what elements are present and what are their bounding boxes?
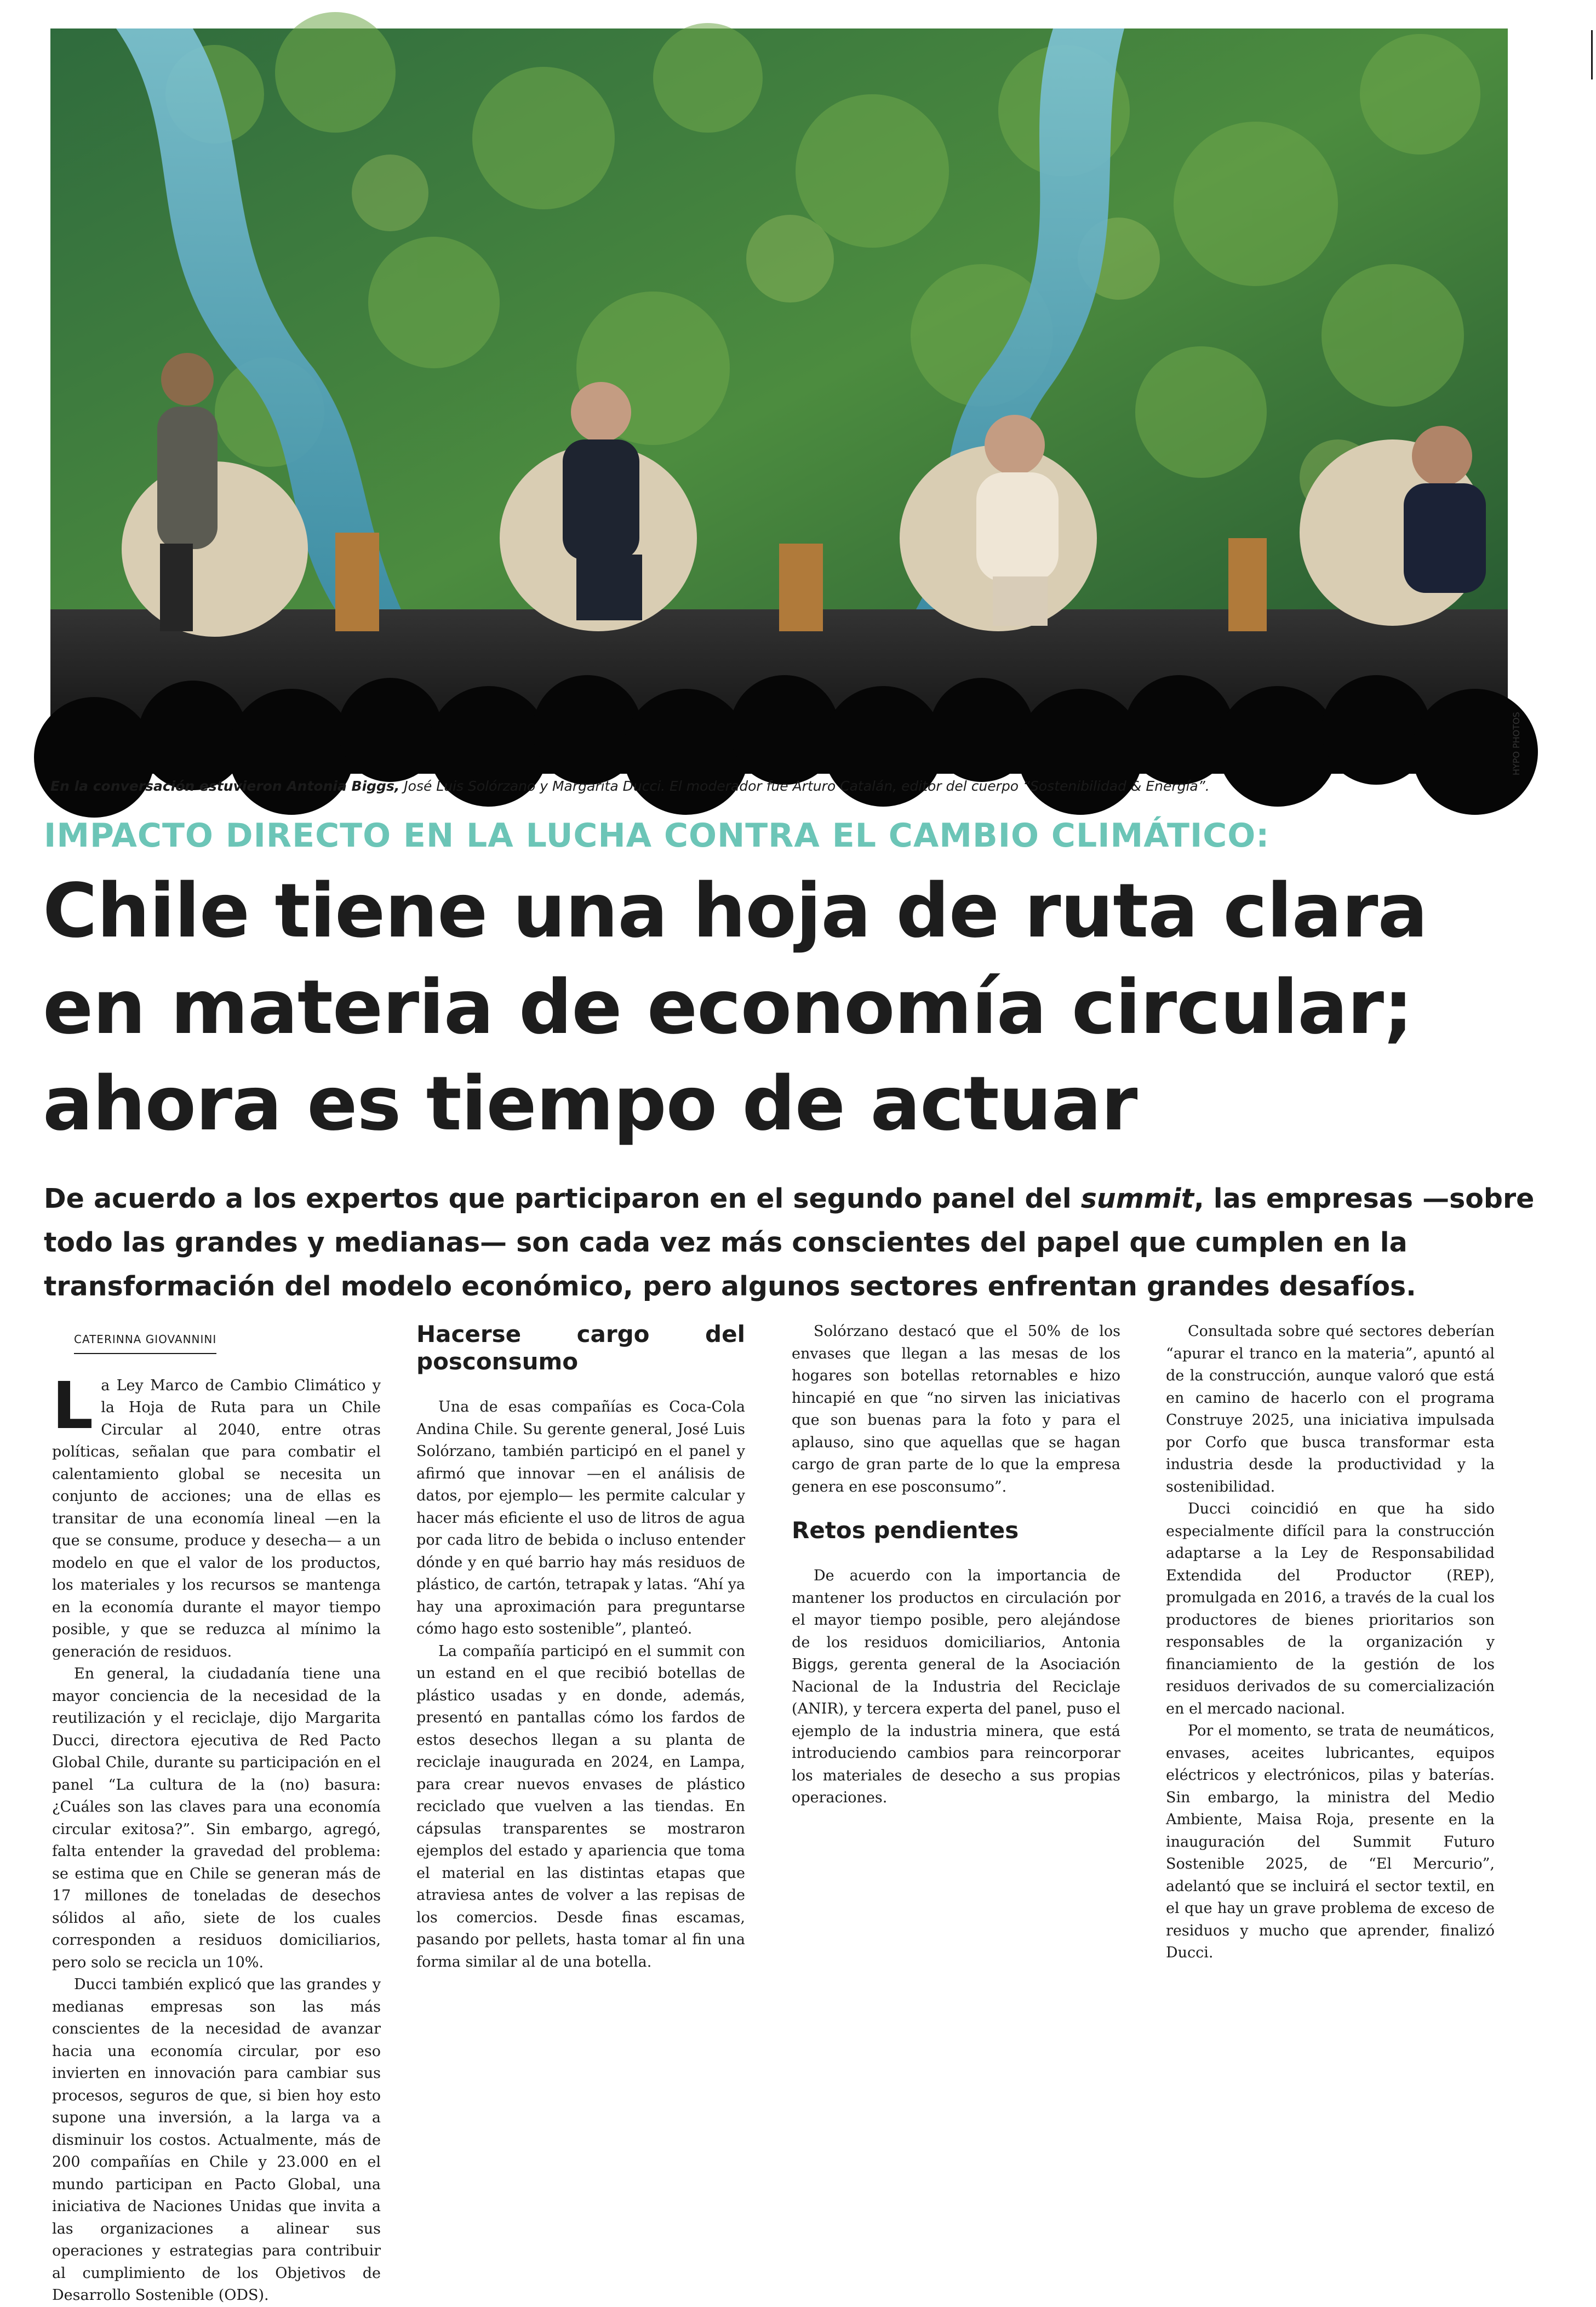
article-column-2 — [416, 1321, 745, 2049]
article-column-3 — [792, 1321, 1120, 2049]
headline-line-1: Chile tiene una hoja de ruta clara — [43, 868, 1428, 955]
byline: CATERINNA GIOVANNINI — [74, 1328, 216, 1354]
headline-line-3: ahora es tiempo de actuar — [43, 1061, 1137, 1147]
paragraph-7: De acuerdo con la importancia de mantener los productos en circulación por el mayor tiempo posible, pero alejándose de los residuos domiciliarios, Antonia Biggs, gerenta general de la Asociación Nacional de la Industria del Reciclaje (ANIR), y tercera experta del panel, puso el ejemplo de la industria minera, que está introduciendo cambios para reincorporar los materiales de desecho a sus propias operaciones. — [792, 1567, 1120, 1806]
panel-photo-illustration — [50, 28, 1508, 774]
dek-line-1-italic: summit — [1080, 1183, 1194, 1214]
page-edge-rule — [1591, 30, 1593, 79]
paragraph-4: Una de esas compañías es Coca-Cola Andina Chile. Su gerente general, José Luis Solórzano, también participó en el panel y afirmó que innovar —en el análisis de datos, por ejemplo— les permite calcular y hacer más eficiente el uso de litros de agua por cada litro de bebida o incluso entender dónde y en qué barrio hay más residuos de plástico, de cartón, tetrapak y latas. “Ahí ya hay una aproximación para preguntarse cómo hago esto sostenible”, planteó. — [416, 1398, 745, 1637]
paragraph-9: Ducci coincidió en que ha sido especialmente difícil para la construcción adaptarse a la Ley de Responsabilidad Extendida del Productor (REP), promulgada en 2016, a través de la cual los productores de bienes prioritarios son responsables de la organización y financiamiento de la gestión de los residuos derivados de su comercialización en el mercado nacional. — [1166, 1500, 1495, 1717]
headline — [43, 863, 1533, 1152]
kicker: IMPACTO DIRECTO EN LA LUCHA CONTRA EL CAMBIO CLIMÁTICO: — [44, 816, 1270, 855]
paragraph-5: La compañía participó en el summit con un estand en el que recibió botellas de plástico usadas y en donde, además, presentó en pantallas cómo los fardos de estos desechos llegan a su planta de reciclaje inaugurada en 2024, en Lampa, para crear nuevos envases de plástico reciclado que vuelven a las tiendas. En cápsulas transparentes se mostraron ejemplos del estado y apariencia que toma el material en las distintas etapas que atraviesa antes de volver a las repisas de los comercios. Desde finas escamas, pasando por pellets, hasta tomar al fin una forma similar al de una botella. — [416, 1642, 745, 1971]
article-column-4 — [1166, 1321, 1495, 2049]
headline-line-2: en materia de economía circular; — [43, 964, 1413, 1051]
dek-line-1-a: De acuerdo a los expertos que participaron en el segundo panel del — [44, 1183, 1081, 1214]
subhead-retos: Retos pendientes — [792, 1517, 1019, 1544]
subhead-posconsumo: Hacerse cargo del posconsumo — [416, 1321, 745, 1375]
panel-photo — [50, 28, 1508, 774]
paragraph-2: En general, la ciudadanía tiene una mayor conciencia de la necesidad de la reutilización y el reciclaje, dijo Margarita Ducci, directora ejecutiva de Red Pacto Global Chile, durante su participación en el panel “La cultura de la (no) basura: ¿Cuáles son las claves para una economía circular exitosa?”. Sin embargo, agregó, falta entender la gravedad del problema: se estima que en Chile se generan más de 17 millones de toneladas de desechos sólidos al año, siete de los cuales corresponden a residuos domiciliarios, pero solo se recicla un 10%. — [52, 1665, 381, 1971]
paragraph-3-start: Ducci también explicó que las grandes y medianas empresas son las más conscientes de la necesidad de avanzar hacia una economía circular, por eso invierten en innovación para cambiar sus procesos, seguros de que, si bien hoy esto supone una inversión, a la larga va a disminuir los costos. Actualmente, más de 200 compañías en Chile y 23.000 en el mundo participan en Pacto Global, una iniciativa de Naciones Unidas que invita a las organizaciones a alinear sus operaciones y estrategias para contribuir al cumplimiento de los Objetivos de Desarrollo Sostenible (ODS). — [52, 1976, 381, 2304]
paragraph-6: Solórzano destacó que el 50% de los envases que llegan a las mesas de los hogares son botellas retornables e hizo hincapié en que “no sirven las iniciativas que son buenas para la foto y para el aplauso, sino que aquellas que se hagan cargo de gran parte de lo que la empresa genera en ese posconsumo”. — [792, 1323, 1120, 1495]
photo-caption-rest: José Luis Solórzano y Margarita Ducci. El moderador fue Arturo Catalán, editor del cuerpo “Sostenibilidad & Energía”. — [399, 778, 1210, 794]
photo-credit: HYPO PHOTOS — [1511, 712, 1521, 775]
paragraph-1-text: a Ley Marco de Cambio Climático y la Hoja de Ruta para un Chile Circular al 2040, entre otras políticas, señalan que para combatir el calentamiento global se necesita un conjunto de acciones; una de ellas es transitar de una economía lineal —en la que se consume, produce y desecha— a un modelo en que el valor de los productos, los materiales y los recursos se mantenga en la economía durante el mayor tiempo posible, y que se reduzca al mínimo la generación de residuos. — [52, 1377, 381, 1660]
photo-caption-bold: En la conversación estuvieron Antonia Biggs, — [50, 778, 400, 794]
dek-line-3: transformación del modelo económico, pero algunos sectores enfrentan grandes desafíos. — [44, 1271, 1416, 1302]
paragraph-8: Consultada sobre qué sectores deberían “apurar el tranco en la materia”, apuntó al de la construcción, aunque valoró que está en camino de hacerlo con el programa Construye 2025, una iniciativa impulsada por Corfo que busca transformar esta industria desde la productividad y la sostenibilidad. — [1166, 1323, 1495, 1495]
dek — [44, 1177, 1535, 1309]
dek-line-2: todo las grandes y medianas— son cada vez más conscientes del papel que cumplen en la — [44, 1227, 1408, 1258]
paragraph-1 — [52, 1367, 381, 1664]
paragraph-10: Por el momento, se trata de neumáticos, envases, aceites lubricantes, equipos eléctricos y electrónicos, pilas y baterías. Sin embargo, la ministra del Medio Ambiente, Maisa Roja, presente en la inauguración del Summit Futuro Sostenible 2025, de “El Mercurio”, adelantó que se incluirá el sector textil, en el que hay un grave problema de exceso de residuos y mucho que aprender, finalizó Ducci. — [1166, 1722, 1495, 1961]
article-column-1 — [52, 1321, 381, 2304]
dek-line-1-b: , las empresas —sobre — [1194, 1183, 1535, 1214]
photo-caption — [50, 778, 1519, 794]
dek-line-1 — [44, 1177, 1535, 1221]
drop-cap: L — [52, 1367, 94, 1443]
